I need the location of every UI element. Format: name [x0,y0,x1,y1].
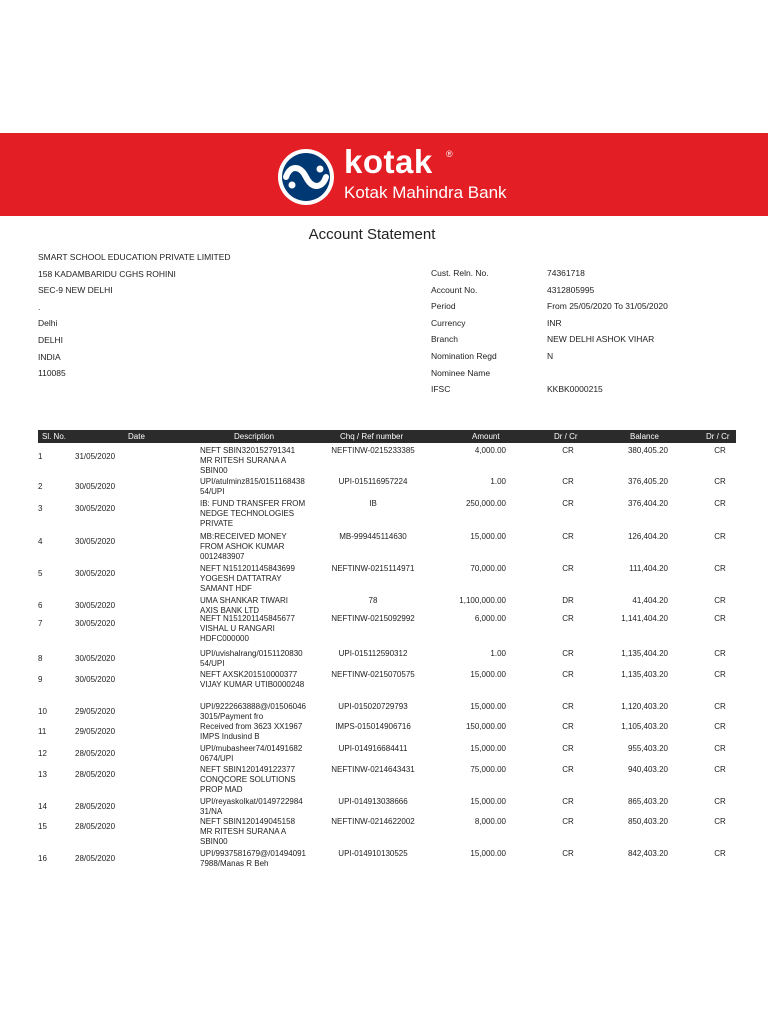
cell-balance-dr-cr: CR [714,849,726,858]
cell-balance: 940,403.20 [627,765,668,774]
description-line: UPI/atulminz815/0151168438 [200,477,305,486]
cell-ref-number: NEFTINW-0215092992 [331,614,415,623]
cell-ref-number: IB [369,499,377,508]
cell-balance-dr-cr: CR [714,649,726,658]
info-value: INR [547,317,562,328]
info-label: Nominee Name [431,367,491,378]
description-line: FROM ASHOK KUMAR [200,542,285,551]
cell-date: 30/05/2020 [75,601,116,610]
cell-balance-dr-cr: CR [714,477,726,486]
cell-ref-number: UPI-014913038666 [338,797,408,806]
cell-balance: 850,403.20 [627,817,668,826]
address-line: INDIA [38,351,61,362]
cell-dr-cr: CR [562,744,574,753]
cell-amount: 15,000.00 [470,849,506,858]
cell-balance: 1,105,403.20 [621,722,668,731]
cell-dr-cr: CR [562,477,574,486]
cell-dr-cr: DR [562,596,574,605]
cell-balance: 41,404.20 [632,596,668,605]
cell-dr-cr: CR [562,765,574,774]
cell-amount: 150,000.00 [465,722,506,731]
cell-dr-cr: CR [562,649,574,658]
description-line: UPI/9222663888@/01506046 [200,702,306,711]
cell-ref-number: NEFTINW-0215114971 [331,564,415,573]
cell-date: 30/05/2020 [75,569,116,578]
cell-balance: 111,404.20 [629,564,668,573]
description-line: UMA SHANKAR TIWARI [200,596,289,605]
cell-date: 30/05/2020 [75,675,116,684]
cell-balance-dr-cr: CR [714,614,726,623]
cell-ref-number: NEFTINW-0214622002 [331,817,415,826]
cell-dr-cr: CR [562,702,574,711]
cell-sl-no: 12 [38,749,47,758]
cell-balance: 865,403.20 [627,797,668,806]
info-label: IFSC [431,384,451,395]
cell-sl-no: 7 [38,619,43,628]
header-date: Date [128,432,145,441]
cell-sl-no: 4 [38,537,43,546]
cell-date: 28/05/2020 [75,749,116,758]
kotak-logo-icon [276,147,336,207]
cell-sl-no: 11 [38,727,47,736]
cell-balance: 842,403.20 [627,849,668,858]
description-line: 0674/UPI [200,754,234,763]
cell-amount: 250,000.00 [465,499,506,508]
cell-description [200,564,335,594]
statement-title: Account Statement [308,226,436,243]
cell-date: 30/05/2020 [75,482,116,491]
cell-date: 31/05/2020 [75,452,116,461]
description-line: AXIS BANK LTD [200,606,259,615]
cell-sl-no: 16 [38,854,47,863]
description-line: UPI/mubasheer74/01491682 [200,744,303,753]
description-line: MB:RECEIVED MONEY [200,532,287,541]
description-line: 7988/Manas R Beh [200,859,269,868]
description-line: YOGESH DATTATRAY [200,574,282,583]
info-label: Cust. Reln. No. [431,268,489,278]
cell-sl-no: 13 [38,770,47,779]
info-value: 74361718 [547,268,585,278]
address-line: DELHI [38,334,64,345]
table-header [38,430,736,443]
header-banner [0,133,768,216]
cell-balance: 380,405.20 [627,446,668,455]
cell-ref-number: UPI-014910130525 [338,849,408,858]
info-value: NEW DELHI ASHOK VIHAR [547,334,655,345]
address-line: Delhi [38,318,58,329]
cell-sl-no: 3 [38,504,43,513]
cell-dr-cr: CR [562,722,574,731]
cell-date: 30/05/2020 [75,654,116,663]
description-line: 31/NA [200,807,223,816]
description-line: SBIN00 [200,466,228,475]
description-line: NEFT SBIN120149122377 [200,765,296,774]
info-value [547,365,668,382]
cell-sl-no: 1 [38,452,43,461]
account-info-values [547,265,668,398]
cell-sl-no: 10 [38,707,47,716]
cell-description [200,596,335,616]
cell-amount: 15,000.00 [470,797,506,806]
cell-ref-number: UPI-015112590312 [338,649,408,658]
cell-ref-number: MB-999445114630 [339,532,407,541]
cell-ref-number: IMPS-015014906716 [335,722,411,731]
address-line: 110085 [38,368,66,379]
cell-sl-no: 6 [38,601,43,610]
cell-dr-cr: CR [562,817,574,826]
cell-description [200,849,335,869]
cell-date: 30/05/2020 [75,537,116,546]
cell-amount: 15,000.00 [470,702,506,711]
cell-balance-dr-cr: CR [714,499,726,508]
cell-balance-dr-cr: CR [714,797,726,806]
cell-description [200,670,335,690]
cell-date: 28/05/2020 [75,770,116,779]
cell-balance: 376,405.20 [627,477,668,486]
description-line: Received from 3623 XX1967 [200,722,303,731]
cell-dr-cr: CR [562,532,574,541]
description-line: NEFT SBIN320152791341 [200,446,296,455]
cell-amount: 4,000.00 [474,446,506,455]
cell-dr-cr: CR [562,797,574,806]
cell-description [200,722,335,742]
description-line: IB: FUND TRANSFER FROM [200,499,306,508]
info-label: Period [431,301,456,312]
cell-dr-cr: CR [562,446,574,455]
address-line: SEC-9 NEW DELHI [38,285,113,296]
description-line: HDFC000000 [200,634,249,643]
cell-sl-no: 8 [38,654,43,663]
cell-amount: 75,000.00 [470,765,506,774]
description-line: MR RITESH SURANA A [200,456,287,465]
info-label: Branch [431,334,458,345]
description-line: NEDGE TECHNOLOGIES [200,509,295,518]
cell-ref-number: UPI-014916684411 [338,744,408,753]
description-line: 54/UPI [200,487,225,496]
cell-amount: 1,100,000.00 [459,596,506,605]
cell-sl-no: 14 [38,802,47,811]
cell-date: 29/05/2020 [75,727,116,736]
description-line: 54/UPI [200,659,225,668]
cell-ref-number: UPI-015116957224 [338,477,408,486]
cell-ref-number: 78 [368,596,378,605]
cell-dr-cr: CR [562,670,574,679]
cell-balance: 1,120,403.20 [621,702,668,711]
cell-balance-dr-cr: CR [714,670,726,679]
cell-balance-dr-cr: CR [714,765,726,774]
description-line: UPI/uvishalrang/0151120830 [200,649,303,658]
cell-description [200,649,335,669]
cell-date: 28/05/2020 [75,822,116,831]
cell-dr-cr: CR [562,499,574,508]
cell-description [200,614,335,644]
header-balance-dr-cr: Dr / Cr [706,432,730,441]
info-value: 4312805995 [547,284,595,295]
cell-date: 30/05/2020 [75,619,116,628]
cell-ref-number: NEFTINW-0215070575 [331,670,415,679]
description-line: UPI/9937581679@/01494091 [200,849,306,858]
registered-mark: ® [446,149,453,159]
cell-sl-no: 2 [38,482,43,491]
cell-dr-cr: CR [562,849,574,858]
address-line: 158 KADAMBARIDU CGHS ROHINI [38,268,176,279]
description-line: SAMANT HDF [200,584,252,593]
cell-description [200,446,335,476]
cell-balance: 126,404.20 [627,532,668,541]
header-sl-no: Sl. No. [42,432,67,441]
header-description: Description [234,432,275,441]
cell-balance-dr-cr: CR [714,446,726,455]
customer-address [38,249,231,382]
cell-amount: 6,000.00 [474,614,506,623]
description-line: NEFT SBIN120149045158 [200,817,296,826]
cell-amount: 8,000.00 [474,817,506,826]
cell-date: 28/05/2020 [75,802,116,811]
cell-amount: 70,000.00 [470,564,506,573]
cell-description [200,532,335,562]
cell-balance-dr-cr: CR [714,532,726,541]
header-balance: Balance [630,432,659,441]
cell-date: 28/05/2020 [75,854,116,863]
description-line: NEFT N151201145843699 [200,564,295,573]
description-line: PRIVATE [200,519,234,528]
cell-balance-dr-cr: CR [714,722,726,731]
description-line: 3015/Payment fro [200,712,264,721]
brand-name: kotak [344,143,433,180]
cell-description [200,765,335,795]
cell-balance-dr-cr: CR [714,744,726,753]
info-value: N [547,350,554,361]
info-label: Account No. [431,284,478,295]
info-value: KKBK0000215 [547,384,603,395]
cell-amount: 15,000.00 [470,532,506,541]
cell-balance-dr-cr: CR [714,817,726,826]
description-line: IMPS Indusind B [200,732,260,741]
header-amount: Amount [472,432,500,441]
cell-amount: 15,000.00 [470,670,506,679]
cell-date: 29/05/2020 [75,707,116,716]
info-label: Currency [431,317,466,328]
cell-balance: 376,404.20 [627,499,668,508]
cell-date: 30/05/2020 [75,504,116,513]
cell-description [200,499,335,529]
description-line: MR RITESH SURANA A [200,827,287,836]
description-line: SBIN00 [200,837,228,846]
cell-sl-no: 15 [38,822,47,831]
cell-amount: 1.00 [490,477,506,486]
cell-description [200,702,335,722]
info-label: Nomination Regd [431,350,497,361]
cell-balance: 1,141,404.20 [621,614,668,623]
header-ref-number: Chq / Ref number [340,432,404,441]
cell-ref-number: NEFTINW-0215233385 [331,446,415,455]
description-line: NEFT AXSK201510000377 [200,670,298,679]
cell-balance: 1,135,403.20 [621,670,668,679]
cell-balance-dr-cr: CR [714,702,726,711]
cell-description [200,744,335,764]
account-info-labels [431,265,497,398]
description-line: NEFT N151201145845677 [200,614,295,623]
description-line: 0012483907 [200,552,245,561]
cell-ref-number: UPI-015020729793 [338,702,408,711]
description-line: VISHAL U RANGARI [200,624,275,633]
address-line: . [38,301,41,312]
cell-amount: 15,000.00 [470,744,506,753]
description-line: PROP MAD [200,785,243,794]
cell-balance-dr-cr: CR [714,596,726,605]
info-value: From 25/05/2020 To 31/05/2020 [547,301,668,312]
cell-description [200,817,335,847]
cell-dr-cr: CR [562,614,574,623]
cell-amount: 1.00 [490,649,506,658]
bank-name: Kotak Mahindra Bank [344,183,507,202]
cell-ref-number: NEFTINW-0214643431 [331,765,415,774]
description-line: UPI/reyaskolkat/0149722984 [200,797,303,806]
cell-sl-no: 9 [38,675,43,684]
cell-dr-cr: CR [562,564,574,573]
cell-balance: 955,403.20 [627,744,668,753]
cell-balance-dr-cr: CR [714,564,726,573]
header-dr-cr: Dr / Cr [554,432,578,441]
description-line: VIJAY KUMAR UTIB0000248 [200,680,305,689]
bank-logo [276,145,506,205]
cell-description [200,797,335,817]
cell-description [200,477,335,497]
address-line: SMART SCHOOL EDUCATION PRIVATE LIMITED [38,252,231,262]
description-line: CONQCORE SOLUTIONS [200,775,296,784]
cell-balance: 1,135,404.20 [621,649,668,658]
cell-sl-no: 5 [38,569,43,578]
